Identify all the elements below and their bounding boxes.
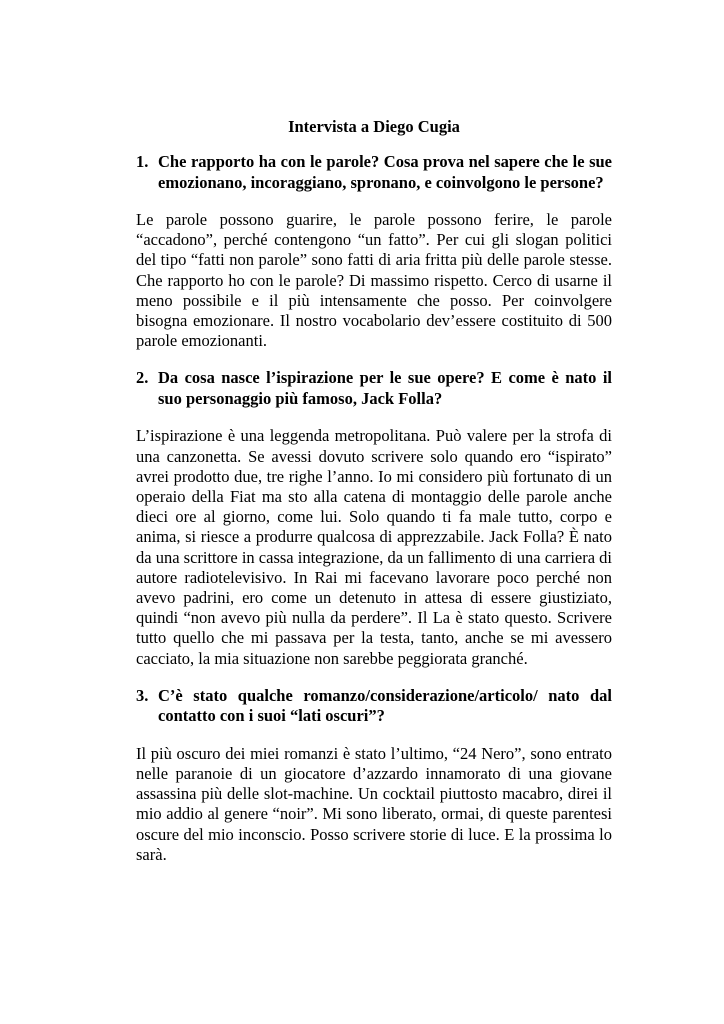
question-1 (136, 152, 612, 193)
question-1-text: Che rapporto ha con le parole? Cosa prova nel sapere che le sue emozionano, incoraggiano, spronano, e coinvolgono le persone? (158, 152, 612, 192)
question-3 (136, 686, 612, 727)
document-page (136, 117, 612, 882)
answer-3: Il più oscuro dei miei romanzi è stato l’ultimo, “24 Nero”, sono entrato nelle paranoie di un giocatore d’azzardo innamorato di una giovane assassina più delle slot-machine. Un cocktail piuttosto macabro, direi il mio addio al genere “noir”. Mi sono liberato, ormai, di queste parentesi oscure del mio inconscio. Posso scrivere storie di luce. E la prossima lo sarà. (136, 743, 612, 864)
question-3-number: 3. (136, 685, 149, 705)
question-2-text: Da cosa nasce l’ispirazione per le sue opere? E come è nato il suo personaggio più famoso, Jack Folla? (158, 368, 612, 408)
question-2-number: 2. (136, 368, 149, 388)
document-title: Intervista a Diego Cugia (288, 117, 460, 136)
question-3-text: C’è stato qualche romanzo/considerazione/articolo/ nato dal contatto con i suoi “lati oscuri”? (158, 685, 612, 726)
question-2 (136, 368, 612, 409)
question-1-number: 1. (136, 152, 149, 171)
answer-1: Le parole possono guarire, le parole possono ferire, le parole “accadono”, perché contengono “un fatto”. Per cui gli slogan politici del tipo “fatti non parole” sono fatti di aria fritta più delle parole stesse. Che rapporto ho con le parole? Di massimo rispetto. Cerco di usarne il meno possibile e il più intensamente che posso. Per coinvolgere bisogna emozionare. Il nostro vocabolario dev’essere costituito di 500 parole emozionanti. (136, 210, 612, 351)
answer-2: L’ispirazione è una leggenda metropolitana. Può valere per la strofa di una canzonetta. Se avessi dovuto scrivere solo quando ero “ispirato” avrei prodotto due, tre righe l’anno. Io mi considero più fortunato di un operaio della Fiat ma sto alla catena di montaggio delle parole anche dieci ore al giorno, come lui. Solo quando ti fa male tutto, corpo e anima, si riesce a produrre qualcosa di apprezzabile. Jack Folla? È nato da una scrittore in cassa integrazione, da un fallimento di una carriera di autore radiotelevisivo. In Rai mi facevano lavorare poco perché non avevo padrini, ero come un detenuto in attesa di essere giustiziato, quindi “non avevo più nulla da perdere”. Il La è stato questo. Scrivere tutto quello che mi passava per la testa, tanto, anche se mi avessero cacciato, la mia situazione non sarebbe peggiorata granché. (136, 426, 613, 668)
